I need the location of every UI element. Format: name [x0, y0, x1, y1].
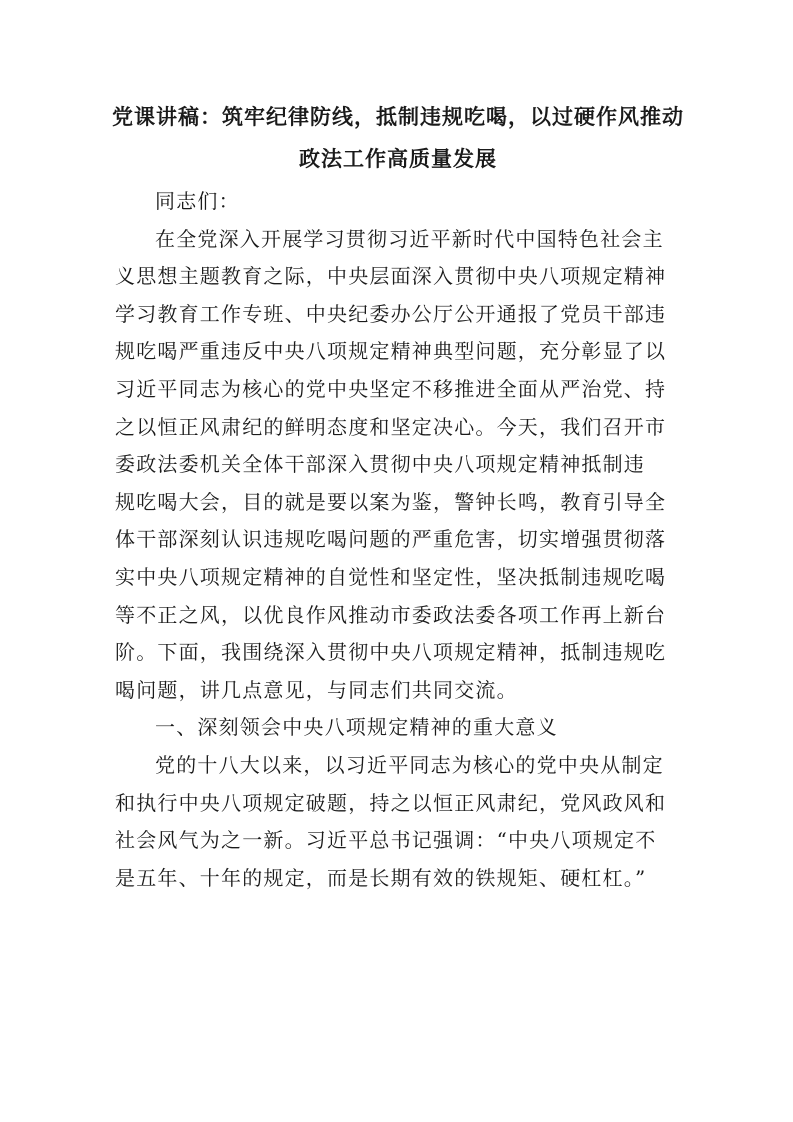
paragraph-line: 体干部深刻认识违规吃喝问题的严重危害，切实增强贯彻落	[115, 527, 667, 552]
section-heading-text: 一、深刻领会中央八项规定精神的重大意义	[155, 715, 558, 740]
paragraph-section-1	[115, 747, 681, 897]
paragraph-line: 社会风气为之一新。习近平总书记强调：“中央八项规定不	[115, 828, 657, 853]
salutation	[115, 183, 681, 221]
salutation-text: 同志们：	[155, 189, 240, 213]
paragraph-line: 学习教育工作专班、中央纪委办公厅公开通报了党员干部违	[115, 301, 667, 326]
paragraph-line: 之以恒正风肃纪的鲜明态度和坚定决心。今天，我们召开市	[115, 414, 667, 439]
paragraph-line: 规吃喝大会，目的就是要以案为鉴，警钟长鸣，教育引导全	[115, 489, 667, 514]
paragraph-line: 实中央八项规定精神的自觉性和坚定性，坚决抵制违规吃喝	[115, 564, 667, 589]
title-line-1: 党课讲稿：筑牢纪律防线，抵制违规吃喝，以过硬作风推动	[112, 105, 684, 129]
paragraph-line: 义思想主题教育之际，中央层面深入贯彻中央八项规定精神	[115, 264, 667, 289]
title-line-2: 政法工作高质量发展	[299, 147, 497, 171]
paragraph-line: 喝问题，讲几点意见，与同志们共同交流。	[115, 677, 518, 702]
paragraph-line: 习近平同志为核心的党中央坚定不移推进全面从严治党、持	[115, 376, 667, 401]
paragraph-line: 委政法委机关全体干部深入贯彻中央八项规定精神抵制违	[115, 452, 645, 477]
paragraph-intro	[115, 221, 681, 710]
document-body	[115, 183, 681, 897]
paragraph-line: 党的十八大以来，以习近平同志为核心的党中央从制定	[155, 752, 664, 777]
paragraph-line: 和执行中央八项规定破题，持之以恒正风肃纪，党风政风和	[115, 790, 667, 815]
paragraph-line: 是五年、十年的规定，而是长期有效的铁规矩、硬杠杠。”	[115, 865, 647, 890]
paragraph-line: 规吃喝严重违反中央八项规定精神典型问题，充分彰显了以	[115, 339, 667, 364]
paragraph-line: 阶。下面，我围绕深入贯彻中央八项规定精神，抵制违规吃	[115, 640, 667, 665]
document-title	[112, 96, 684, 180]
section-heading	[115, 709, 681, 747]
paragraph-line: 在全党深入开展学习贯彻习近平新时代中国特色社会主	[155, 226, 664, 251]
paragraph-line: 等不正之风，以优良作风推动市委政法委各项工作再上新台	[115, 602, 667, 627]
